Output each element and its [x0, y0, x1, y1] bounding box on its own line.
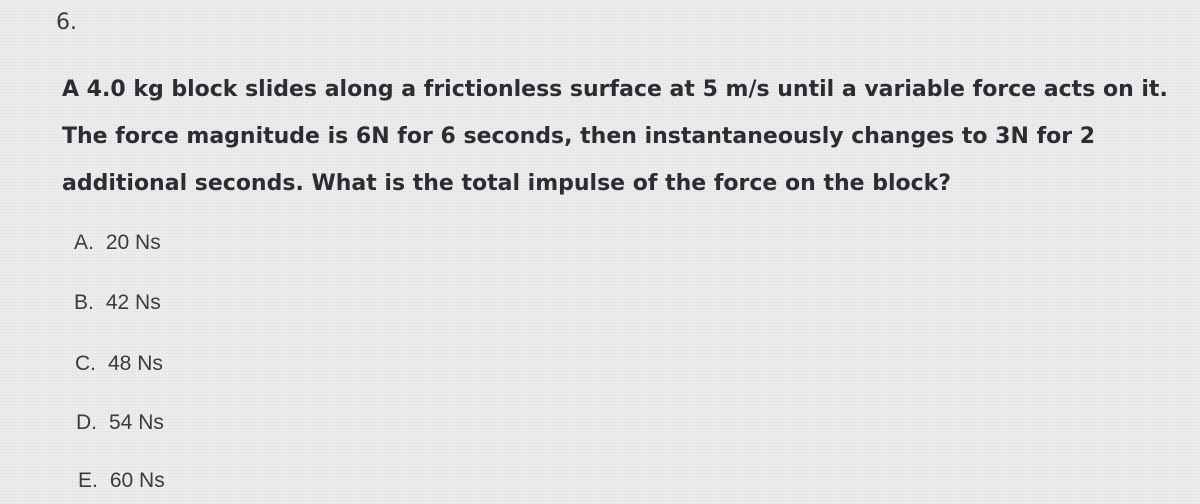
- question-text: A 4.0 kg block slides along a frictionless surface at 5 m/s until a variable force acts on it. The force magnitude is 6N for 6 seconds, then instantaneously changes to 3N for 2 additional seconds. What is the total impulse of the force on the block?: [62, 77, 1168, 196]
- choice-a[interactable]: [74, 231, 161, 255]
- question-number: 6.: [56, 10, 77, 35]
- choice-letter: C.: [75, 352, 96, 375]
- choice-letter: A.: [74, 231, 94, 254]
- choice-e[interactable]: [78, 469, 165, 493]
- choice-letter: D.: [76, 411, 97, 434]
- choice-letter: B.: [74, 291, 94, 314]
- choice-d[interactable]: [76, 411, 164, 435]
- choice-text: 54 Ns: [109, 411, 164, 434]
- choice-text: 60 Ns: [109, 469, 165, 492]
- choice-b[interactable]: [74, 291, 161, 315]
- choice-c[interactable]: [75, 352, 163, 376]
- choice-text: 48 Ns: [108, 352, 163, 375]
- choice-letter: E.: [78, 469, 98, 492]
- choice-text: 20 Ns: [105, 231, 161, 254]
- choice-text: 42 Ns: [105, 291, 161, 314]
